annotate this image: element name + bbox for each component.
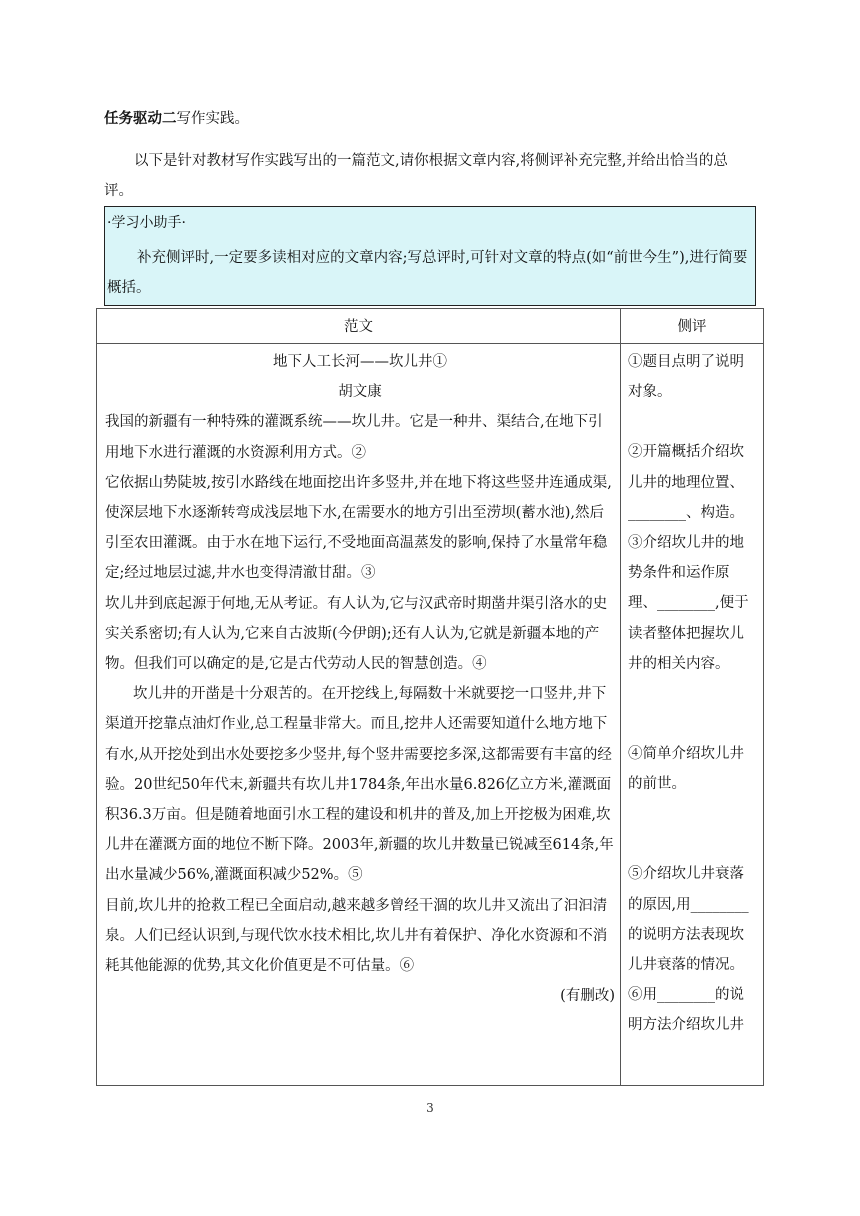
essay-note: (有删改): [560, 988, 615, 1005]
column-divider: [620, 309, 621, 1085]
task-instructions: 以下是针对教材写作实践写出的一篇范文,请你根据文章内容,将侧评补充完整,并给出恰当的总评。: [104, 153, 728, 199]
essay-paragraph: 坎儿井的开凿是十分艰苦的。在开挖线上,每隔数十米就要挖一口竖井,井下渠道开挖靠点油灯作业,总工程量非常大。而且,挖井人还需要知道什么地方地下有水,从开挖处到出水处要挖多少竖井,每个竖井需要挖多深,这都需要有丰富的经验。20世纪50年代末,新疆共有坎儿井1784条,年出水量6.826亿立方米,灌溉面积36.3万亩。但是随着地面引水工程的建设和机井的普及,加上开挖极为困难,坎儿井在灌溉方面的地位不断下降。2003年,新疆的坎儿井数量已锐减至614条,年出水量减少56%,灌溉面积减少52%。⑤: [105, 686, 614, 884]
essay-paragraph: 它依据山势陡坡,按引水路线在地面挖出许多竖井,并在地下将这些竖井连通成渠,使深层地下水逐渐转弯成浅层地下水,在需要水的地方引出至涝坝(蓄水池),然后引至农田灌溉。由于水在地下运行,不受地面高温蒸发的影响,保持了水量常年稳定;经过地层过滤,井水也变得清澈甘甜。③: [105, 474, 612, 582]
essay-review-table: [96, 308, 764, 1086]
essay-paragraph: 目前,坎儿井的抢救工程已全面启动,越来越多曾经干涸的坎儿井又流出了汩汩清泉。人们已经认识到,与现代饮水技术相比,坎儿井有着保护、净化水资源和不消耗其他能源的优势,其文化价值更是不可估量。⑥: [105, 897, 608, 975]
page-number: 3: [426, 1101, 434, 1115]
review-item-6: ⑥用________的说明方法介绍坎儿井: [628, 987, 744, 1034]
review-item-1: ①题目点明了说明对象。: [628, 354, 744, 401]
review-item-2: ②开篇概括介绍坎儿井的地理位置、________、构造。: [628, 444, 744, 521]
learning-helper-box: [104, 206, 756, 306]
review-item-3: ③介绍坎儿井的地势条件和运作原理、________,便于读者整体把握坎儿井的相关内容。: [628, 535, 749, 672]
review-column: [628, 347, 758, 1041]
essay-column: [105, 347, 615, 1011]
essay-title: 地下人工长河——坎儿井①: [273, 354, 447, 370]
header-essay: 范文: [344, 319, 373, 335]
header-review: 侧评: [677, 319, 707, 335]
task-heading: [104, 109, 249, 129]
task-title: 写作实践。: [176, 111, 249, 127]
helper-body: 补充侧评时,一定要多读相对应的文章内容;写总评时,可针对文章的特点(如“前世今生”),进行简要概括。: [107, 250, 748, 296]
essay-paragraph: 我国的新疆有一种特殊的灌溉系统——坎儿井。它是一种井、渠结合,在地下引用地下水进行灌溉的水资源利用方式。②: [105, 414, 603, 461]
task-label: 任务驱动二: [104, 111, 177, 127]
essay-author: 胡文康: [338, 384, 382, 401]
helper-title: ·学习小助手·: [107, 215, 186, 231]
header-divider: [97, 343, 763, 344]
essay-paragraph: 坎儿井到底起源于何地,无从考证。有人认为,它与汉武帝时期凿井渠引洛水的史实关系密切;有人认为,它来自古波斯(今伊朗);还有人认为,它就是新疆本地的产物。但我们可以确定的是,它是古代劳动人民的智慧创造。④: [105, 595, 608, 673]
review-item-4: ④简单介绍坎儿井的前世。: [628, 746, 744, 793]
review-item-5: ⑤介绍坎儿井衰落的原因,用________的说明方法表现坎儿井衰落的情况。: [628, 866, 749, 974]
